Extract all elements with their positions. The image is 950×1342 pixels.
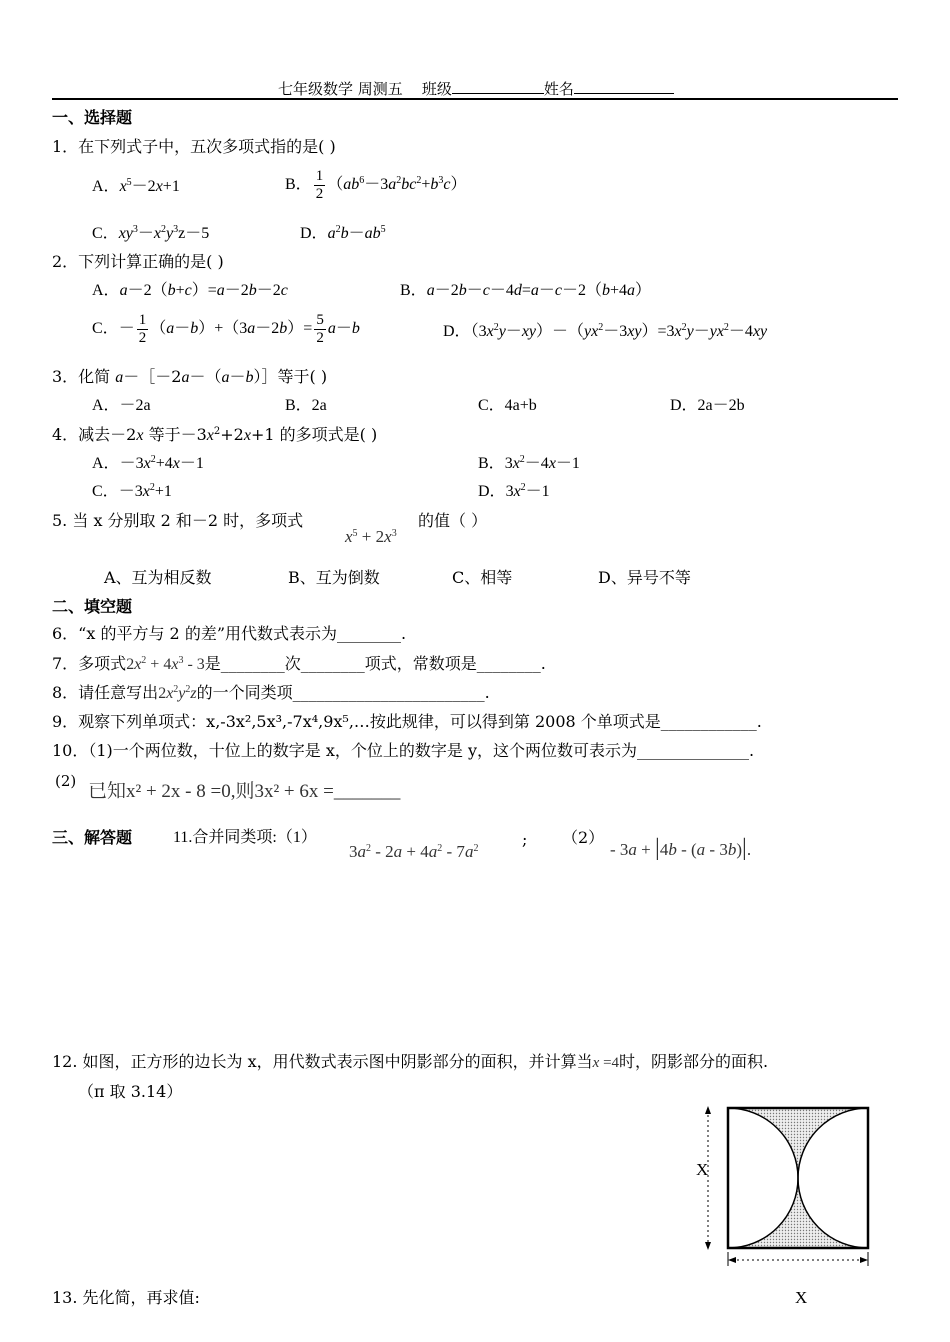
q2-option-a[interactable]: A．a－2（b+c）=a－2b－2c: [92, 282, 288, 299]
q1-option-a[interactable]: A．$x^5-2x+1$: [92, 177, 180, 195]
question-10-part-2: 已知x² + 2x - 8 =0,则3x² + 6x =_______: [88, 781, 401, 802]
q5-option-a[interactable]: A、互为相反数: [104, 568, 212, 587]
section-2-title: 二、填空题: [52, 597, 133, 616]
q8-monomial: $2x^2y^2z$: [158, 684, 197, 702]
question-10: 10．（1)一个两位数，十位上的数字是 x，个位上的数字是 y，这个两位数可表示为______________.: [52, 741, 755, 760]
question-5-stem: 5. 当 x 分别取 2 和－2 时，多项式: [52, 511, 304, 530]
q3-option-d[interactable]: D．2a－2b: [670, 397, 745, 414]
q5-option-b[interactable]: B、互为倒数: [288, 568, 380, 587]
question-12-line-1: 12. 如图，正方形的边长为 x，用代数式表示图中阴影部分的面积，并计算当x =4时，阴影部分的面积.: [52, 1052, 769, 1071]
q1-option-c[interactable]: C．$xy^3-x^2y^3z-5$: [92, 224, 210, 242]
question-8: 8．请任意写出$2x^2y^2z$的一个同类项________________________.: [52, 683, 490, 702]
q7-polynomial: $2x^2 + 4x^3 - 3$: [126, 655, 205, 673]
question-11-label: 11.合并同类项:（1）: [173, 829, 317, 846]
q5-option-d[interactable]: D、异号不等: [598, 568, 691, 587]
square-figure: [700, 1100, 890, 1300]
q2-option-b[interactable]: B．a－2b－c－4d=a－c－2（b+4a）: [400, 282, 652, 299]
q5-polynomial: $x^5 + 2x^3$: [345, 527, 397, 546]
figure-side-label: X: [696, 1160, 709, 1179]
arrow-right: [860, 1257, 868, 1263]
q4-option-a[interactable]: A．$-3x^2+4x-1$: [92, 454, 204, 472]
question-7: 7．多项式$2x^2 + 4x^3 - 3$是________次________项式，常数项是________.: [52, 654, 546, 673]
figure-bottom-label: X: [795, 1288, 808, 1307]
question-2-stem: 2．下列计算正确的是( ): [52, 252, 224, 271]
question-9: 9．观察下列单项式：x,-3x²,5x³,-7x⁴,9x⁵,…按此规律，可以得到第 2008 个单项式是____________.: [52, 712, 762, 731]
q11-expression-1: $3a^2 - 2a + 4a^2 - 7a^2$: [349, 842, 479, 861]
q4-option-b[interactable]: B．$3x^2-4x-1$: [478, 454, 580, 472]
q4-option-d[interactable]: D．$3x^2-1$: [478, 482, 550, 500]
name-label: 姓名: [543, 80, 574, 98]
arrow-left: [728, 1257, 736, 1263]
question-5-stem-end: 的值（ ）: [418, 511, 488, 530]
question-1-stem: 1．在下列式子中，五次多项式指的是( ): [52, 137, 336, 156]
header-title: 七年级数学 周测五 班级 姓名: [278, 78, 674, 99]
q3-option-b[interactable]: B．2a: [285, 397, 327, 414]
q5-option-c[interactable]: C、相等: [452, 568, 513, 587]
question-6: 6．“x 的平方与 2 的差”用代数式表示为________.: [52, 624, 407, 643]
q3-option-a[interactable]: A．－2a: [92, 397, 151, 414]
arrow-up: [705, 1106, 711, 1114]
class-label: 班级: [421, 80, 452, 98]
q3-option-c[interactable]: C．4a+b: [478, 397, 537, 414]
section-3-title: 三、解答题: [52, 828, 133, 847]
q11-separator: ;: [522, 830, 528, 849]
q4-option-c[interactable]: C．$-3x^2+1$: [92, 482, 172, 500]
header-rule: [52, 98, 898, 100]
question-4-stem: 4．减去－2x 等于$-3x^2+2x+1$ 的多项式是( ): [52, 425, 378, 444]
question-12-line-2: （π 取 3.14）: [78, 1082, 183, 1101]
arrow-down: [705, 1242, 711, 1250]
section-1-title: 一、选择题: [52, 108, 133, 127]
q2-option-d[interactable]: D．$(3x^2y-xy)-(yx^2-3xy)=3x^2y-yx^2-4xy$: [443, 322, 768, 340]
question-11-part-2-label: （2）: [562, 828, 605, 847]
question-3-stem: 3．化简 a－［－2a－（a－b）］等于( ): [52, 367, 328, 386]
class-blank[interactable]: [452, 78, 544, 94]
name-blank[interactable]: [574, 78, 674, 94]
q1-option-d[interactable]: D．$a^2b-ab^5$: [300, 224, 386, 242]
q2-option-c[interactable]: C．－ $\frac{1}{2}$ （a－b）+（3a－2b）= $\frac{5}{2}$ a－b: [92, 312, 360, 346]
q11-expression-2: - 3a + |4b - (a - 3b)|.: [610, 835, 752, 861]
question-10-part-2-number: (2): [55, 772, 77, 790]
q1-option-b[interactable]: B． $\frac{1}{2}$ $(ab^6-3a^2bc^2+b^3c)$: [285, 168, 467, 202]
question-13: 13. 先化简，再求值:: [52, 1288, 200, 1307]
q12-condition: x: [592, 1055, 600, 1071]
